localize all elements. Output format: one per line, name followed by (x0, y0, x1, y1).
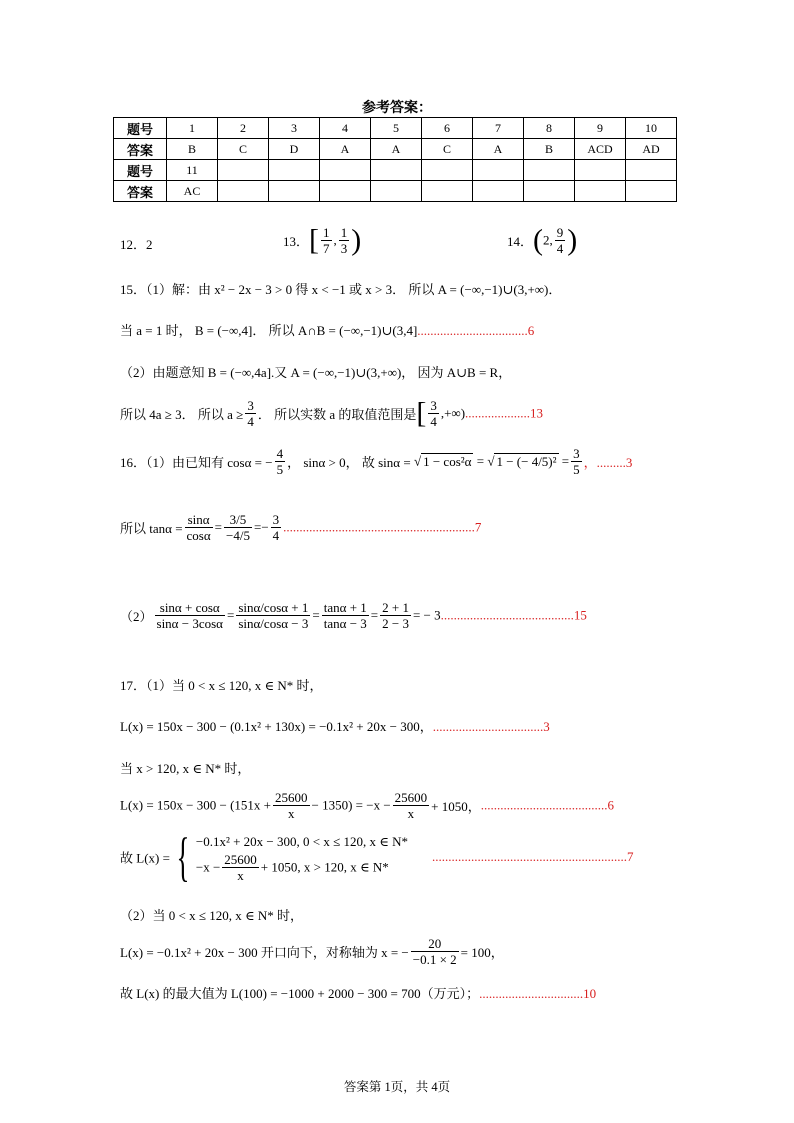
q16-line (120, 600, 587, 631)
q17-text: L(x) = 150x − 300 − (0.1x² + 130x) = −0.1x² + 20x − 300， (120, 719, 433, 734)
q17-line (120, 790, 614, 821)
table-cell: 2 (218, 118, 269, 139)
table-row (114, 139, 677, 160)
q15-text: 当 a = 1 时， B = (−∞,4]． 所以 A∩B = (−∞,−1)∪(3,4] (120, 323, 418, 338)
table-row (114, 181, 677, 202)
radicand: 1 − (− 4/5)² (496, 454, 557, 469)
q15-text: 所以 4a ≥ 3． 所以 a ≥ (120, 407, 244, 422)
left-brace: { (176, 827, 190, 887)
radicand: 1 − cos²α (423, 454, 472, 469)
table-cell (422, 160, 473, 181)
q16-line (120, 512, 481, 543)
numerator: 25600 (224, 851, 257, 867)
fraction (322, 600, 369, 631)
denominator: sinα − 3cosα (156, 616, 223, 631)
denominator: −0.1 × 2 (412, 952, 457, 967)
denominator: 5 (276, 462, 284, 477)
q17-text: = 100， (460, 945, 504, 960)
q16-text: ， sinα > 0， 故 sinα = (287, 455, 411, 470)
numerator: sinα (185, 512, 213, 528)
numerator: 3 (573, 446, 580, 461)
answer-13 (283, 225, 361, 256)
table-cell: AC (167, 181, 218, 202)
numerator: 9 (556, 225, 564, 240)
denominator: 4 (272, 528, 280, 543)
score-dots: ..................................3 (432, 719, 550, 734)
score-dots: ................................10 (479, 986, 597, 1001)
table-cell: 4 (320, 118, 371, 139)
table-cell: A (320, 139, 371, 160)
table-cell: A (371, 139, 422, 160)
table-cell: A (473, 139, 524, 160)
piecewise-cases (196, 832, 408, 883)
comma: , (333, 232, 337, 248)
fraction (339, 225, 350, 256)
numerator: 4 (276, 446, 284, 461)
left-bracket: [ (416, 396, 427, 430)
q15-line: （2）由题意知 B = (−∞,4a].又 A = (−∞,−1)∪(3,+∞)， 因为 A∪B = R， (120, 365, 512, 380)
minus-sign: − (261, 519, 269, 535)
score-dots: ，.........3 (583, 455, 633, 470)
table-cell: C (422, 139, 473, 160)
answer-14-label: 14． (507, 234, 534, 249)
numerator: 1 (340, 225, 348, 240)
sqrt-sign: √ (413, 453, 422, 469)
q17-text: L(x) = −0.1x² + 20x − 300 开口向下，对称轴为 x = − (120, 945, 409, 960)
q17-line: 当 x > 120, x ∈ N* 时， (120, 761, 251, 776)
equals-sign: = (253, 519, 262, 535)
numerator: 3 (272, 512, 280, 527)
table-cell (218, 160, 269, 181)
q17-text: −x − (195, 859, 221, 874)
table-cell: C (218, 139, 269, 160)
fraction (222, 852, 259, 883)
q15-line (120, 320, 534, 339)
score-dots: .........................................15 (440, 607, 587, 623)
left-bracket: [ (309, 223, 320, 257)
q15-text: ,+∞) (440, 405, 466, 421)
q16-text: （2） (120, 609, 153, 624)
q17-text: 故 L(x) 的最大值为 L(100) = −1000 + 2000 − 300 = 700（万元）； (120, 986, 480, 1001)
table-cell: 3 (269, 118, 320, 139)
q16-text: 16．（1）由已知有 cosα = − (120, 455, 273, 470)
fraction (185, 512, 213, 543)
table-cell (473, 181, 524, 202)
score-dots: ..................................6 (417, 323, 535, 338)
table-cell: 10 (626, 118, 677, 139)
fraction (380, 600, 411, 631)
numerator: 3 (430, 398, 437, 413)
q16-line (120, 446, 632, 477)
answer-12: 12．2 (120, 237, 153, 252)
answer-14-value: 2, (543, 232, 553, 248)
equals-sign: = (370, 607, 379, 623)
score-dots: ...........................................................7 (283, 519, 482, 535)
table-cell (524, 160, 575, 181)
answer-13-label: 13． (283, 234, 310, 249)
denominator: 5 (573, 462, 580, 477)
page-title: 参考答案： (362, 100, 432, 116)
numerator: 20 (411, 936, 459, 952)
denominator: 2 − 3 (382, 616, 409, 631)
fraction (245, 398, 256, 429)
table-cell (422, 181, 473, 202)
score-dots: ....................13 (465, 405, 544, 421)
denominator: cosα (186, 528, 211, 543)
table-row (114, 118, 677, 139)
q17-text: L(x) = 150x − 300 − (151x + (120, 797, 272, 813)
table-cell: 答案 (114, 139, 167, 160)
fraction (571, 446, 582, 477)
table-cell: B (524, 139, 575, 160)
left-paren: ( (533, 223, 544, 257)
denominator: 3 (340, 241, 348, 256)
numerator: tanα + 1 (323, 600, 367, 615)
table-cell (473, 160, 524, 181)
answer-14 (507, 225, 577, 256)
q17-line (120, 983, 596, 1002)
piecewise-case: −0.1x² + 20x − 300, 0 < x ≤ 120, x ∈ N* (195, 833, 408, 849)
numerator: 2 + 1 (382, 600, 409, 615)
table-cell (218, 181, 269, 202)
equals-sign: = (561, 453, 570, 469)
fraction (393, 790, 430, 821)
fraction (411, 936, 459, 967)
table-cell (524, 181, 575, 202)
table-cell: 1 (167, 118, 218, 139)
numerator: 25600 (275, 790, 308, 805)
sqrt-sign: √ (487, 453, 495, 469)
fraction (555, 225, 566, 256)
denominator: x (407, 806, 415, 821)
q17-line: （2）当 0 < x ≤ 120, x ∈ N* 时， (120, 908, 303, 923)
q17-piecewise (120, 827, 634, 887)
table-cell: 5 (371, 118, 422, 139)
table-cell (269, 181, 320, 202)
numerator: sinα + cosα (155, 600, 225, 616)
table-cell (626, 181, 677, 202)
equals-sign: = (312, 607, 320, 623)
table-cell: ACD (575, 139, 626, 160)
denominator: sinα/cosα − 3 (238, 616, 309, 631)
denominator: tanα − 3 (323, 616, 367, 631)
numerator: 25600 (394, 790, 428, 805)
denominator: −4/5 (226, 528, 250, 543)
denominator: 4 (247, 414, 254, 429)
score-dots: ............................................................7 (431, 849, 634, 864)
q17-line: 17．（1）当 0 < x ≤ 120, x ∈ N* 时， (120, 678, 323, 693)
table-cell: 11 (167, 160, 218, 181)
numerator: sinα/cosα + 1 (238, 600, 309, 615)
denominator: x (237, 867, 244, 883)
equals-sign: = (226, 607, 235, 623)
numerator: 3/5 (224, 512, 252, 528)
numerator: 1 (323, 225, 330, 240)
fraction (155, 600, 225, 631)
table-cell (371, 160, 422, 181)
q17-line (120, 716, 550, 735)
table-cell: D (269, 139, 320, 160)
denominator: 7 (323, 241, 330, 256)
right-paren: ) (567, 223, 578, 257)
table-cell: AD (626, 139, 677, 160)
table-cell: 题号 (114, 160, 167, 181)
fraction (224, 512, 252, 543)
table-cell: 答案 (114, 181, 167, 202)
table-row (114, 160, 677, 181)
fraction (321, 225, 332, 256)
q17-text: + 1050, x > 120, x ∈ N* (260, 859, 389, 874)
page-footer: 答案第 1页，共 4页 (343, 1080, 451, 1094)
q16-text: 所以 tanα = (120, 521, 183, 536)
denominator: x (288, 806, 295, 821)
equals-sign: = (476, 453, 485, 469)
fraction (428, 398, 439, 429)
denominator: 4 (556, 241, 564, 256)
table-cell: 6 (422, 118, 473, 139)
table-cell (626, 160, 677, 181)
q15-line (120, 398, 543, 429)
score-dots: .......................................6 (480, 797, 615, 813)
equals-sign: = (214, 519, 223, 535)
table-cell (575, 181, 626, 202)
denominator: 4 (430, 414, 437, 429)
q16-text: = − 3 (412, 607, 441, 623)
answer-table (113, 117, 677, 202)
q17-text: 故 L(x) = (120, 850, 170, 866)
table-cell: 题号 (114, 118, 167, 139)
fraction (275, 446, 286, 477)
table-cell (371, 181, 422, 202)
table-cell: 9 (575, 118, 626, 139)
fraction (236, 600, 310, 631)
fraction (271, 512, 282, 543)
table-cell (269, 160, 320, 181)
q17-text: − 1350) = −x − (311, 797, 391, 813)
numerator: 3 (247, 398, 254, 413)
q15-text: ． 所以实数 a 的取值范围是 (257, 407, 417, 422)
table-cell: 8 (524, 118, 575, 139)
q17-text: + 1050， (431, 799, 481, 814)
table-cell: B (167, 139, 218, 160)
table-cell (575, 160, 626, 181)
right-paren: ) (351, 223, 362, 257)
q17-line (120, 936, 504, 967)
table-cell (320, 160, 371, 181)
table-cell (320, 181, 371, 202)
q15-line: 15．（1）解：由 x² − 2x − 3 > 0 得 x < −1 或 x > 3． 所以 A = (−∞,−1)∪(3,+∞)． (120, 282, 562, 297)
piecewise-case (196, 852, 408, 883)
fraction (273, 790, 310, 821)
table-cell: 7 (473, 118, 524, 139)
